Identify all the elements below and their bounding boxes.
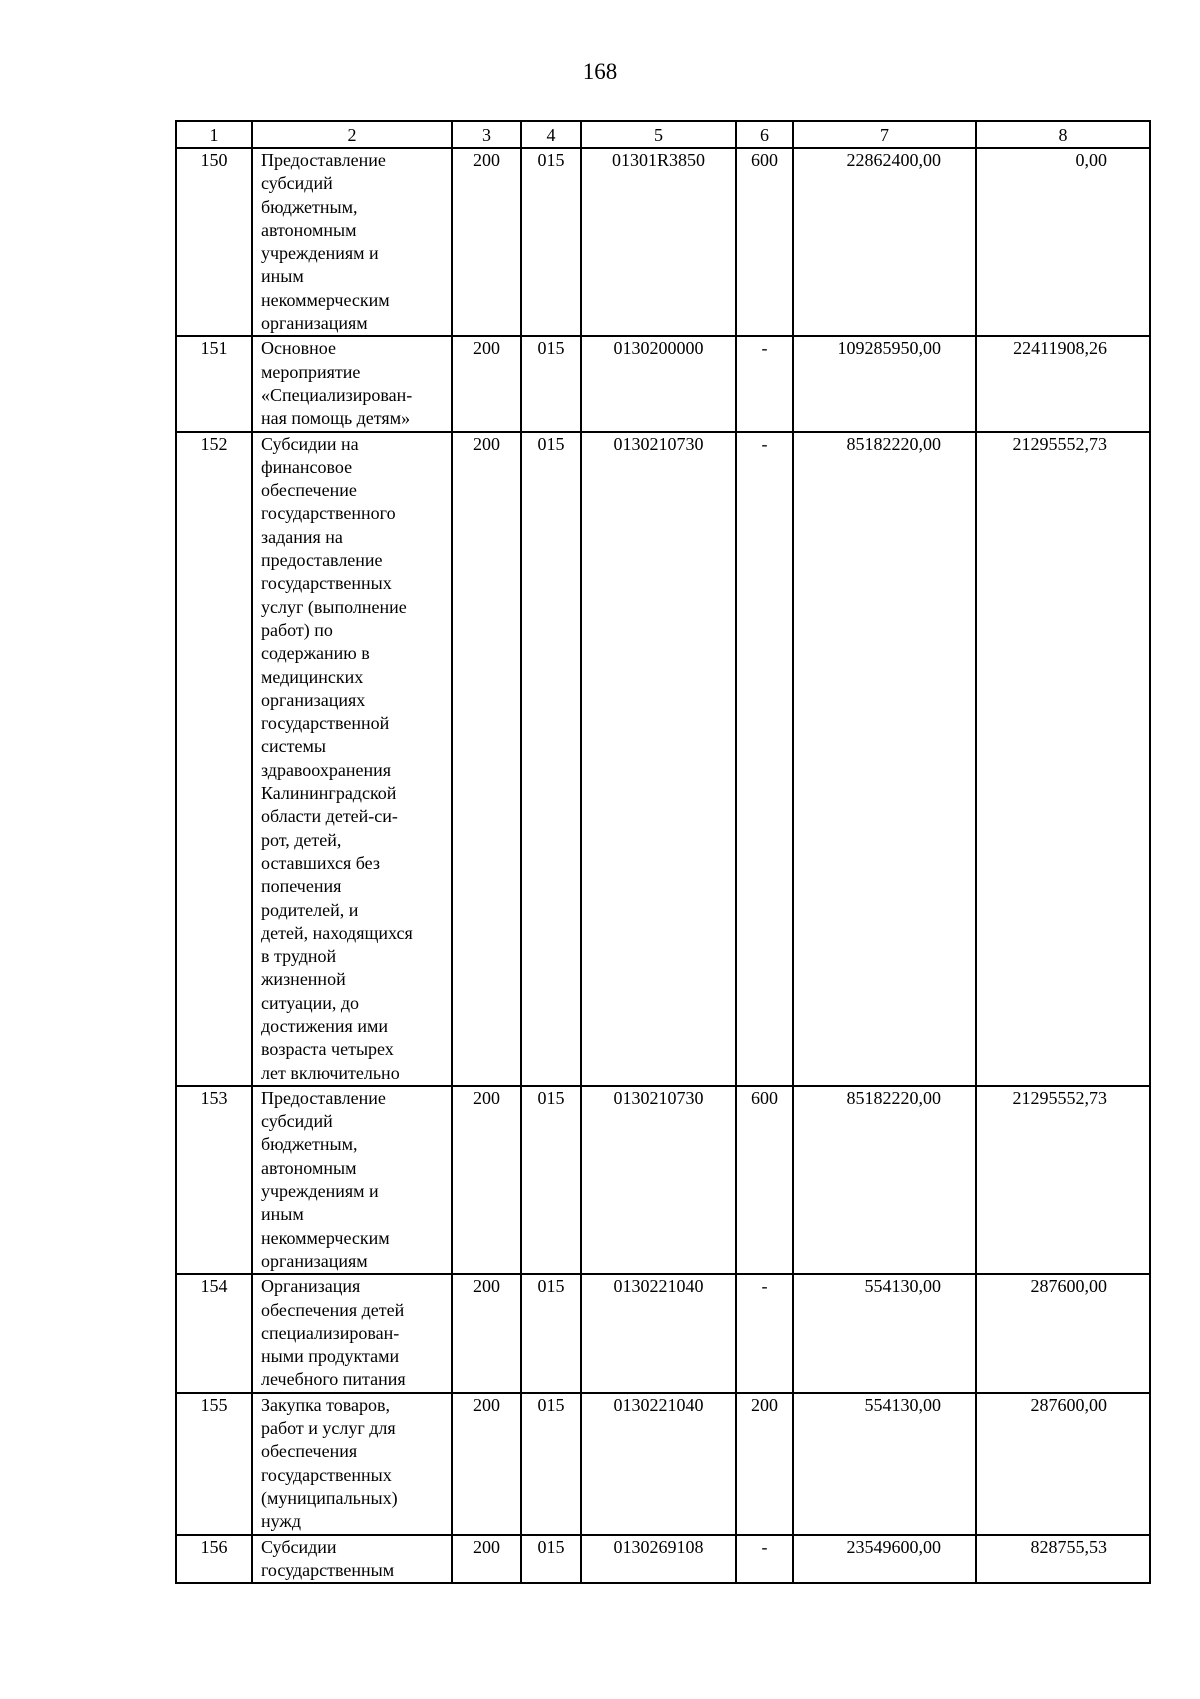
row-name-line: иным xyxy=(261,1204,304,1225)
row-name-line: Калининградской xyxy=(261,783,397,804)
row-col-3: 200 xyxy=(452,432,521,1086)
row-name xyxy=(252,432,452,1086)
row-number: 151 xyxy=(176,336,252,431)
row-name-line: (муниципальных) xyxy=(261,1487,398,1508)
row-name-line: Основное xyxy=(261,338,336,359)
header-col-6: 6 xyxy=(736,121,793,148)
row-col-8: 828755,53 xyxy=(976,1535,1150,1584)
row-number: 152 xyxy=(176,432,252,1086)
row-name-line: Субсидии на xyxy=(261,433,359,454)
row-col-7: 554130,00 xyxy=(793,1393,976,1535)
row-col-6: - xyxy=(736,1274,793,1392)
row-name-line: «Специализирован- xyxy=(261,384,413,405)
row-name-line: Субсидии xyxy=(261,1536,337,1557)
row-col-8: 0,00 xyxy=(976,148,1150,336)
row-col-8: 287600,00 xyxy=(976,1393,1150,1535)
row-name-line: организациям xyxy=(261,313,368,334)
row-name-line: обеспечения xyxy=(261,1441,358,1462)
row-name-line: обеспечение xyxy=(261,480,357,501)
header-col-8: 8 xyxy=(976,121,1150,148)
row-name-line: ными продуктами xyxy=(261,1346,400,1367)
table-row xyxy=(176,336,1150,431)
header-col-3: 3 xyxy=(452,121,521,148)
row-name-line: учреждениям и xyxy=(261,1181,379,1202)
row-name-line: задания на xyxy=(261,526,343,547)
row-name-line: бюджетным, xyxy=(261,196,358,217)
row-col-3: 200 xyxy=(452,336,521,431)
row-name-line: нужд xyxy=(261,1511,301,1532)
row-col-7: 109285950,00 xyxy=(793,336,976,431)
row-name-line: иным xyxy=(261,266,304,287)
header-col-5: 5 xyxy=(581,121,736,148)
row-col-4: 015 xyxy=(521,336,581,431)
row-col-8: 287600,00 xyxy=(976,1274,1150,1392)
row-name-line: мероприятие xyxy=(261,361,361,382)
row-col-5: 0130221040 xyxy=(581,1393,736,1535)
row-name-line: ная помощь детям» xyxy=(261,408,411,429)
table-row xyxy=(176,1393,1150,1535)
row-col-6: 600 xyxy=(736,1086,793,1274)
page-number: 168 xyxy=(582,59,618,84)
row-name-line: достижения ими xyxy=(261,1015,388,1036)
row-name-line: организациям xyxy=(261,1250,368,1271)
row-name-line: услуг (выполнение xyxy=(261,596,407,617)
row-col-8: 21295552,73 xyxy=(976,432,1150,1086)
row-number: 155 xyxy=(176,1393,252,1535)
row-col-4: 015 xyxy=(521,1535,581,1584)
row-col-8: 22411908,26 xyxy=(976,336,1150,431)
row-name-line: автономным xyxy=(261,1157,357,1178)
table-row xyxy=(176,1274,1150,1392)
row-name-line: лет включительно xyxy=(261,1062,400,1083)
row-name xyxy=(252,1535,452,1584)
row-name-line: работ и услуг для xyxy=(261,1418,396,1439)
row-col-7: 85182220,00 xyxy=(793,432,976,1086)
row-col-6: - xyxy=(736,336,793,431)
row-name-line: автономным xyxy=(261,219,357,240)
row-col-5: 0130210730 xyxy=(581,1086,736,1274)
row-col-5: 0130221040 xyxy=(581,1274,736,1392)
row-name-line: обеспечения детей xyxy=(261,1299,405,1320)
table-row xyxy=(176,432,1150,1086)
row-col-6: 200 xyxy=(736,1393,793,1535)
row-col-5: 01301R3850 xyxy=(581,148,736,336)
row-col-4: 015 xyxy=(521,1274,581,1392)
row-name-line: субсидий xyxy=(261,173,333,194)
row-col-7: 22862400,00 xyxy=(793,148,976,336)
row-name-line: специализирован- xyxy=(261,1322,400,1343)
row-col-6: - xyxy=(736,1535,793,1584)
row-name-line: Закупка товаров, xyxy=(261,1394,390,1415)
row-col-7: 554130,00 xyxy=(793,1274,976,1392)
row-col-7: 85182220,00 xyxy=(793,1086,976,1274)
row-col-4: 015 xyxy=(521,432,581,1086)
row-name-line: учреждениям и xyxy=(261,243,379,264)
row-col-4: 015 xyxy=(521,1086,581,1274)
header-col-4: 4 xyxy=(521,121,581,148)
table-row xyxy=(176,1535,1150,1584)
row-name-line: рот, детей, xyxy=(261,829,342,850)
row-name xyxy=(252,336,452,431)
row-name xyxy=(252,1086,452,1274)
row-col-4: 015 xyxy=(521,1393,581,1535)
row-name-line: жизненной xyxy=(261,969,346,990)
row-name-line: попечения xyxy=(261,876,342,897)
row-number: 154 xyxy=(176,1274,252,1392)
row-name-line: государственных xyxy=(261,573,392,594)
row-name-line: медицинских xyxy=(261,666,364,687)
header-col-1: 1 xyxy=(176,121,252,148)
row-name xyxy=(252,148,452,336)
row-col-3: 200 xyxy=(452,1535,521,1584)
row-name-line: возраста четырех xyxy=(261,1039,394,1060)
row-col-4: 015 xyxy=(521,148,581,336)
row-name-line: субсидий xyxy=(261,1111,333,1132)
row-col-5: 0130269108 xyxy=(581,1535,736,1584)
row-name-line: родителей, и xyxy=(261,899,359,920)
table-row xyxy=(176,1086,1150,1274)
row-name-line: области детей-си- xyxy=(261,806,398,827)
row-name-line: государственных xyxy=(261,1464,392,1485)
row-col-3: 200 xyxy=(452,148,521,336)
row-number: 153 xyxy=(176,1086,252,1274)
row-name-line: лечебного питания xyxy=(261,1369,406,1390)
row-col-7: 23549600,00 xyxy=(793,1535,976,1584)
header-row xyxy=(176,121,1150,148)
table-body xyxy=(176,148,1150,1583)
row-name-line: организациях xyxy=(261,689,366,710)
row-name-line: работ) по xyxy=(261,619,333,640)
row-name-line: некоммерческим xyxy=(261,289,390,310)
row-name-line: Предоставление xyxy=(261,1087,386,1108)
row-name-line: государственной xyxy=(261,713,390,734)
row-name-line: финансовое xyxy=(261,456,353,477)
row-name xyxy=(252,1274,452,1392)
row-name-line: государственным xyxy=(261,1559,395,1580)
header-col-2: 2 xyxy=(252,121,452,148)
row-number: 150 xyxy=(176,148,252,336)
budget-table xyxy=(175,120,1151,1584)
row-name-line: государственного xyxy=(261,503,396,524)
row-number: 156 xyxy=(176,1535,252,1584)
row-col-3: 200 xyxy=(452,1393,521,1535)
row-name xyxy=(252,1393,452,1535)
row-name-line: некоммерческим xyxy=(261,1227,390,1248)
row-col-3: 200 xyxy=(452,1274,521,1392)
row-name-line: системы xyxy=(261,736,326,757)
row-name-line: Организация xyxy=(261,1276,361,1297)
row-col-6: 600 xyxy=(736,148,793,336)
header-col-7: 7 xyxy=(793,121,976,148)
row-name-line: бюджетным, xyxy=(261,1134,358,1155)
row-col-3: 200 xyxy=(452,1086,521,1274)
row-name-line: содержанию в xyxy=(261,643,370,664)
row-name-line: Предоставление xyxy=(261,150,386,170)
table-row xyxy=(176,148,1150,336)
row-col-5: 0130200000 xyxy=(581,336,736,431)
row-name-line: оставшихся без xyxy=(261,852,380,873)
table-header xyxy=(176,121,1150,148)
row-col-6: - xyxy=(736,432,793,1086)
row-name-line: предоставление xyxy=(261,550,383,571)
row-name-line: в трудной xyxy=(261,946,337,967)
row-col-8: 21295552,73 xyxy=(976,1086,1150,1274)
row-col-5: 0130210730 xyxy=(581,432,736,1086)
row-name-line: детей, находящихся xyxy=(261,922,413,943)
row-name-line: ситуации, до xyxy=(261,992,360,1013)
row-name-line: здравоохранения xyxy=(261,759,392,780)
